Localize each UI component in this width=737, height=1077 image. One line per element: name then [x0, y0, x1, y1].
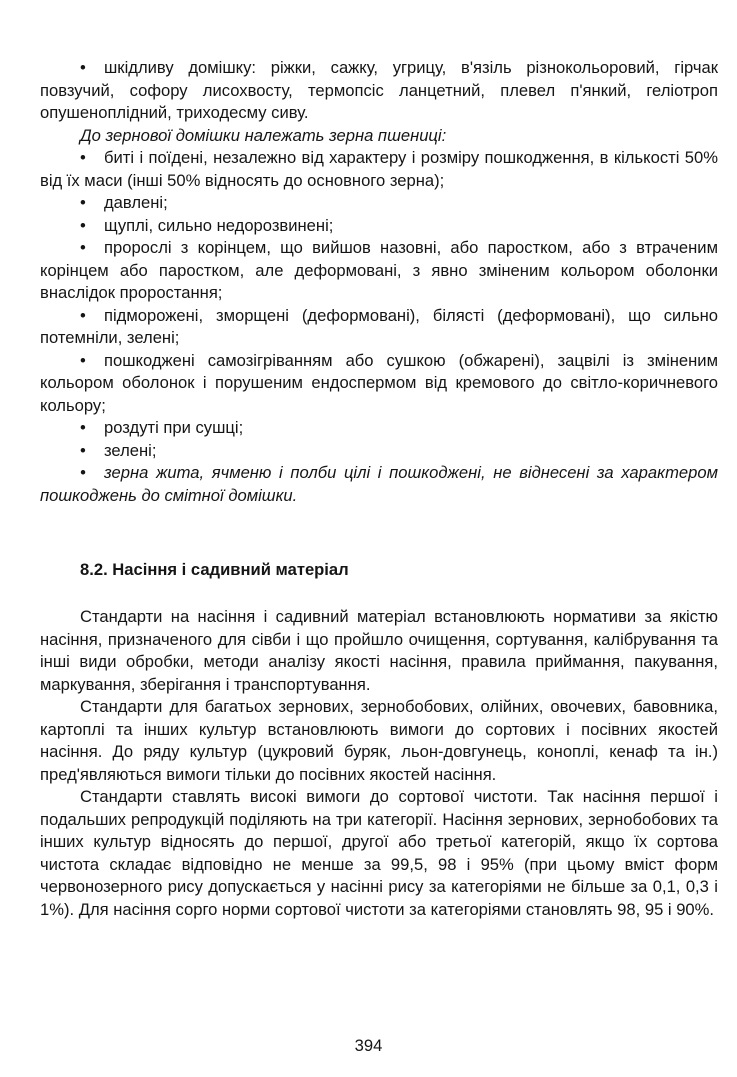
- grain-item-7: • роздуті при сушці;: [40, 417, 718, 440]
- grain-item-2: • давлені;: [40, 192, 718, 215]
- grain-item-1: • биті і поїдені, незалежно від характеру і розміру пошкодження, в кількості 50% від їх маси (інші 50% відносять до основного зерна);: [40, 147, 718, 192]
- section-paragraph-3: Стандарти ставлять високі вимоги до сортової чистоти. Так насіння першої і подальших репродукцій поділяють на три категорії. Насіння зернових, зернобобових та інших культур відносять до першої, другої або третьої категорій, якщо їх сортова чистота складає відповідно не менше за 99,5, 98 і 95% (при цьому вміст форм червонозерного рису допускається у насінні рису за категоріями не більше за 0,1, 0,3 і 1%). Для насіння сорго норми сортової чистоти за категоріями становлять 98, 95 і 90%.: [40, 787, 718, 919]
- grain-item-5: • підморожені, зморщені (деформовані), білясті (деформовані), що сильно потемніли, зелені;: [40, 305, 718, 350]
- section-paragraph-1: Стандарти на насіння і садивний матеріал встановлюють нормативи за якістю насіння, призначеного для сівби і що пройшло очищення, сортування, калібрування та інші види обробки, методи аналізу якості насіння, правила приймання, пакування, маркування, зберігання і транспортування.: [40, 607, 718, 694]
- grain-item-3: • щуплі, сильно недорозвинені;: [40, 215, 718, 238]
- section-heading: 8.2. Насіння і садивний матеріал: [80, 560, 349, 579]
- grain-item-8: • зелені;: [40, 440, 718, 463]
- grain-admixture-intro: До зернової домішки належать зерна пшениці:: [80, 125, 447, 145]
- section-paragraph-2: Стандарти для багатьох зернових, зернобобових, олійних, овочевих, бавовника, картоплі та інших культур встановлюють вимоги до сортових і посівних якостей насіння. До ряду культур (цукровий буряк, льон-довгунець, коноплі, кенаф та ін.) пред'являються вимоги тільки до посівних якостей насіння.: [40, 697, 718, 784]
- harmful-admixture-item: • шкідливу домішку: ріжки, сажку, угрицу, в'язіль різнокольоровий, гірчак повзучий, софору лисохвосту, термопсіс ланцетний, плевел п'янкий, геліотроп опушеноплідний, триходесму сиву.: [40, 57, 718, 125]
- grain-item-9: • зерна жита, ячменю і полби цілі і пошкоджені, не віднесені за характером пошкоджень до смітної домішки.: [40, 462, 718, 507]
- page-body: [40, 57, 718, 921]
- page-number: 394: [354, 1036, 383, 1055]
- grain-item-4: • пророслі з корінцем, що вийшов назовні, або паростком, або з втраченим корінцем або паростком, але деформовані, з явно зміненим кольором оболонки внаслідок проростання;: [40, 237, 718, 305]
- grain-item-6: • пошкоджені самозігріванням або сушкою (обжарені), зацвілі із зміненим кольором оболонок і порушеним ендоспермом від кремового до світло-коричневого кольору;: [40, 350, 718, 418]
